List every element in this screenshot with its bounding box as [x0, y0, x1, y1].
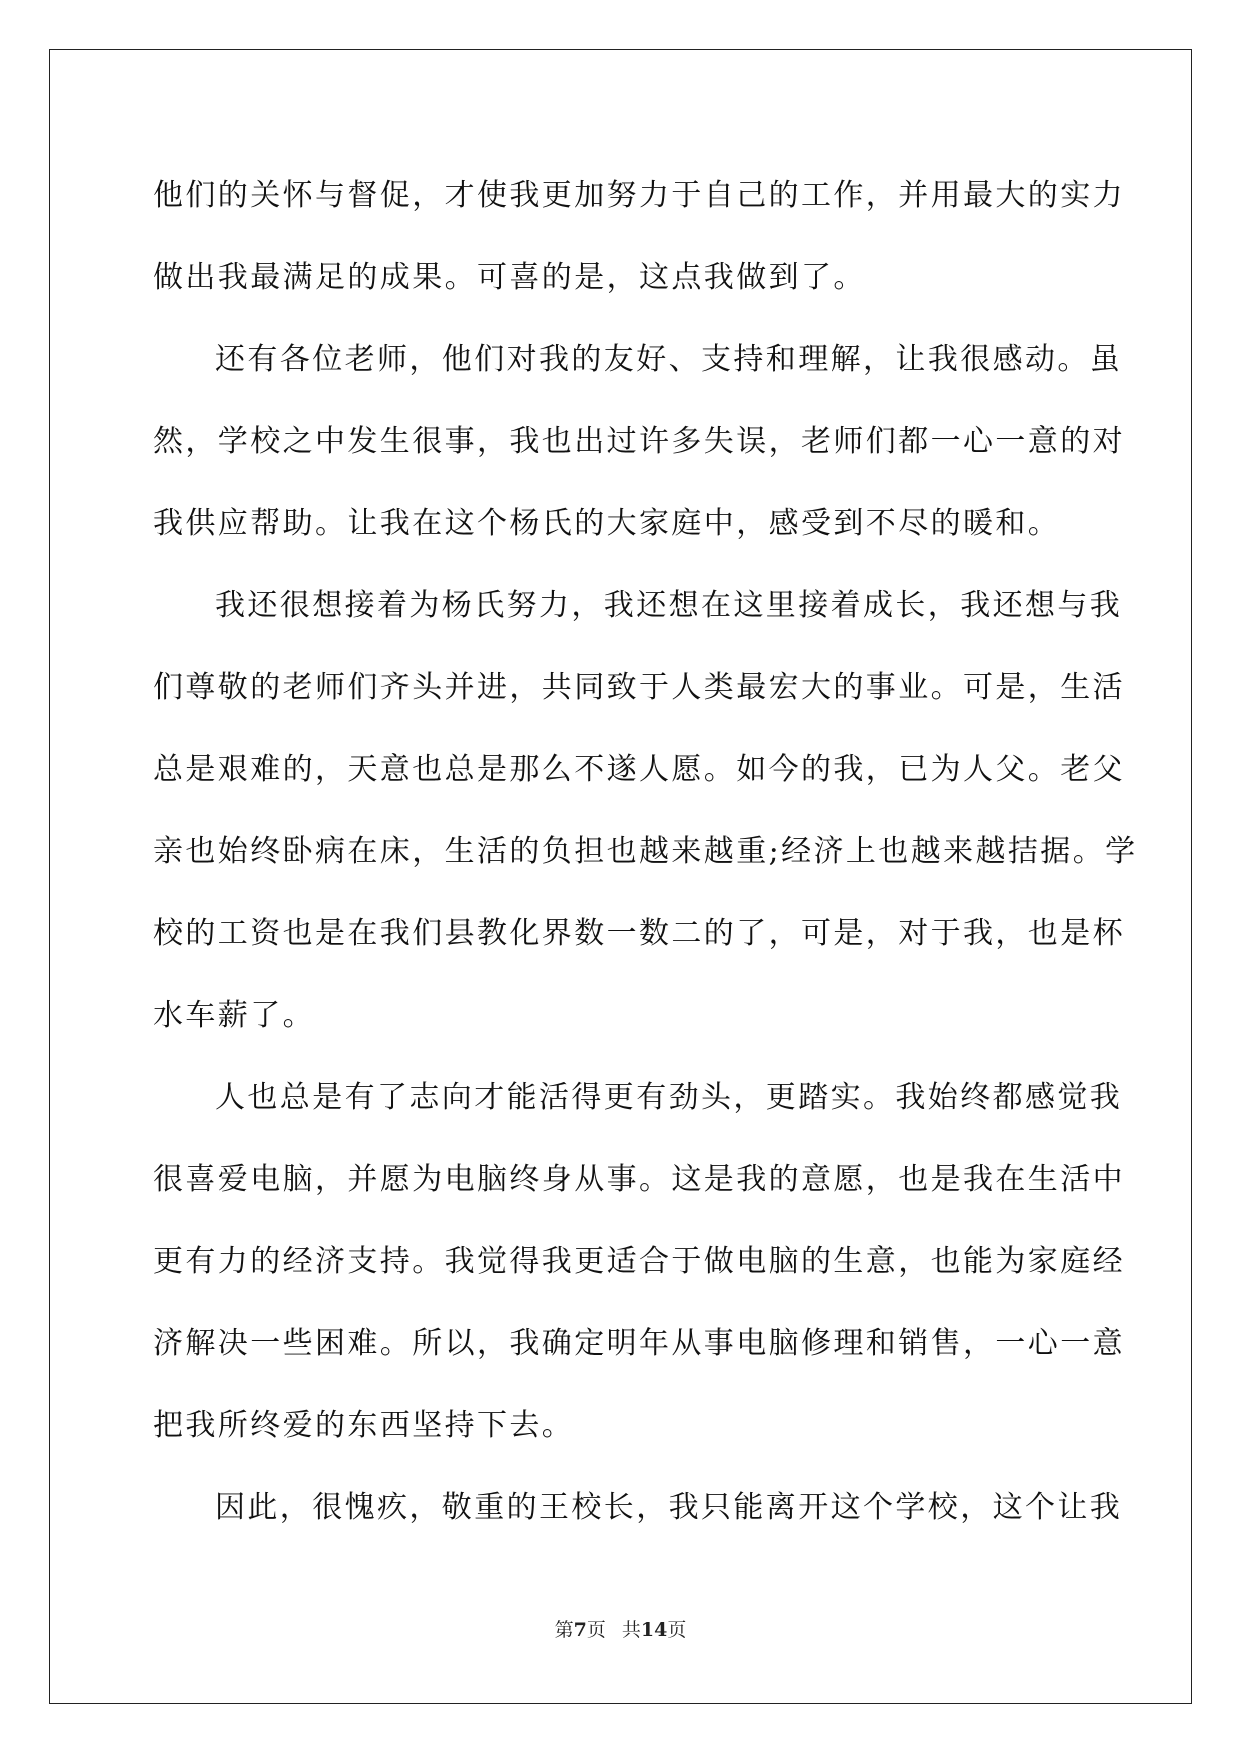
text-line: 然，学校之中发生很事，我也出过许多失误，老师们都一心一意的对	[153, 424, 1125, 459]
paragraph-first-line: 还有各位老师，他们对我的友好、支持和理解，让我很感动。虽	[215, 342, 1123, 377]
paragraph-first-line: 我还很想接着为杨氏努力，我还想在这里接着成长，我还想与我	[215, 588, 1123, 623]
total-prefix: 共	[621, 1619, 641, 1641]
page-number: 7	[573, 1619, 587, 1641]
page-prefix: 第	[554, 1619, 574, 1641]
total-pages: 14	[640, 1619, 668, 1641]
paragraph-first-line: 因此，很愧疚，敬重的王校长，我只能离开这个学校，这个让我	[215, 1490, 1123, 1525]
paragraph-first-line: 人也总是有了志向才能活得更有劲头，更踏实。我始终都感觉我	[215, 1080, 1123, 1115]
text-line: 把我所终爱的东西坚持下去。	[153, 1408, 575, 1443]
text-line: 更有力的经济支持。我觉得我更适合于做电脑的生意，也能为家庭经	[153, 1244, 1125, 1279]
total-unit: 页	[667, 1619, 687, 1641]
text-line: 济解决一些困难。所以，我确定明年从事电脑修理和销售，一心一意	[153, 1326, 1125, 1361]
page-footer	[0, 1615, 1241, 1642]
text-line: 做出我最满足的成果。可喜的是，这点我做到了。	[153, 260, 866, 295]
text-line: 我供应帮助。让我在这个杨氏的大家庭中，感受到不尽的暖和。	[153, 506, 1061, 541]
text-line: 很喜爱电脑，并愿为电脑终身从事。这是我的意愿，也是我在生活中	[153, 1162, 1125, 1197]
text-line: 水车薪了。	[153, 998, 315, 1033]
text-line: 总是艰难的，天意也总是那么不遂人愿。如今的我，已为人父。老父	[153, 752, 1125, 787]
text-line: 亲也始终卧病在床，生活的负担也越来越重;经济上也越来越拮据。学	[153, 834, 1138, 869]
text-line: 他们的关怀与督促，才使我更加努力于自己的工作，并用最大的实力	[153, 178, 1125, 213]
page-unit: 页	[586, 1619, 606, 1641]
text-line: 们尊敬的老师们齐头并进，共同致于人类最宏大的事业。可是，生活	[153, 670, 1125, 705]
text-line: 校的工资也是在我们县教化界数一数二的了，可是，对于我，也是杯	[153, 916, 1125, 951]
document-body	[153, 155, 1138, 1549]
